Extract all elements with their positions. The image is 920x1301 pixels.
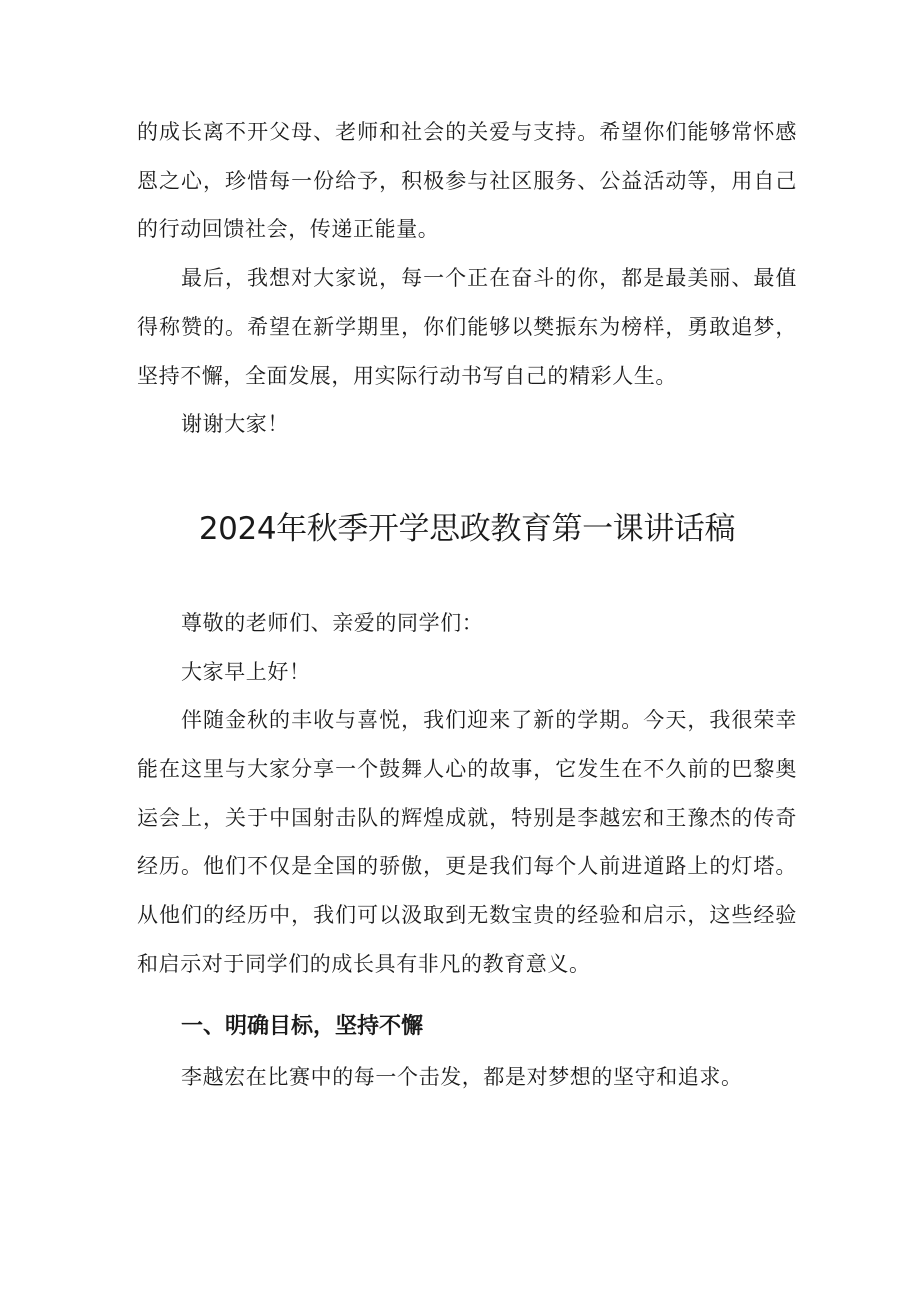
- document-title: 2024年秋季开学思政教育第一课讲话稿: [198, 510, 736, 547]
- section-heading: 一、明确目标，坚持不懈: [181, 1013, 424, 1039]
- thanks-line: 谢谢大家！: [181, 412, 289, 437]
- intro-paragraph: 伴随金秋的丰收与喜悦，我们迎来了新的学期。今天，我很荣幸能在这里与大家分享一个鼓舞人心的故事，它发生在不久前的巴黎奥运会上，关于中国射击队的辉煌成就，特别是李越宏和王豫杰的传奇经历。他们不仅是全国的骄傲，更是我们每个人前进道路上的灯塔。从他们的经历中，我们可以汲取到无数宝贵的经验和启示，这些经验和启示对于同学们的成长具有非凡的教育意义。: [137, 708, 797, 976]
- section-paragraph: 李越宏在比赛中的每一个击发，都是对梦想的坚守和追求。: [181, 1064, 743, 1089]
- continuation-paragraph: 的成长离不开父母、老师和社会的关爱与支持。希望你们能够常怀感恩之心，珍惜每一份给予，积极参与社区服务、公益活动等，用自己的行动回馈社会，传递正能量。: [137, 120, 797, 242]
- salutation: 尊敬的老师们、亲爱的同学们：: [181, 610, 484, 635]
- closing-paragraph: 最后，我想对大家说，每一个正在奋斗的你，都是最美丽、最值得称赞的。希望在新学期里，你们能够以樊振东为榜样，勇敢追梦，坚持不懈，全面发展，用实际行动书写自己的精彩人生。: [137, 266, 797, 388]
- document-body: [137, 108, 797, 1101]
- greeting: 大家早上好！: [181, 659, 311, 684]
